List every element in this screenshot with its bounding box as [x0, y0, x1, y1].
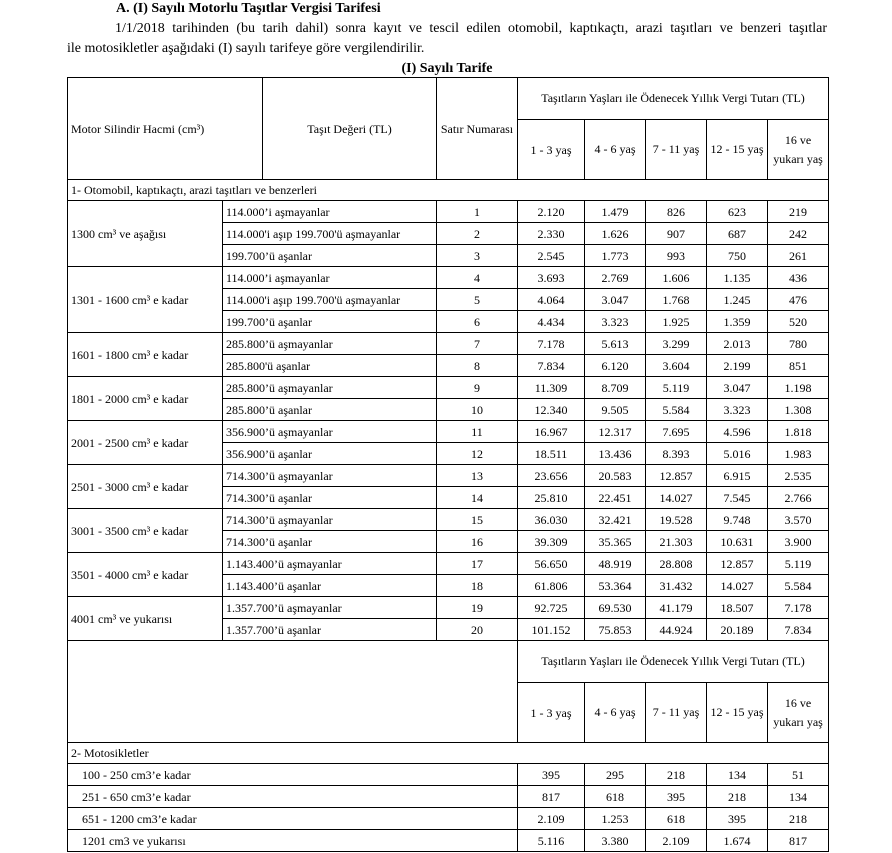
table-row	[68, 333, 829, 355]
tax-amount-cell: 1.768	[646, 289, 707, 311]
tax-amount-cell: 12.857	[646, 465, 707, 487]
tax-amount-cell: 36.030	[518, 509, 585, 531]
document-heading: A. (I) Sayılı Motorlu Taşıtlar Vergisi Tarifesi	[116, 1, 381, 16]
intro-paragraph	[67, 19, 827, 59]
moto-engine-cell: 651 - 1200 cm3’e kadar	[68, 808, 518, 830]
tax-amount-cell: 2.013	[707, 333, 768, 355]
tax-amount-cell: 2.120	[518, 201, 585, 223]
tax-amount-cell: 993	[646, 245, 707, 267]
section-1-label: 1- Otomobil, kaptıkaçtı, arazi taşıtları ve benzerleri	[68, 180, 829, 201]
tax-amount-cell: 32.421	[585, 509, 646, 531]
tax-amount-cell: 6.120	[585, 355, 646, 377]
tax-amount-cell: 9.505	[585, 399, 646, 421]
tax-amount-cell: 261	[768, 245, 829, 267]
row-number-cell: 7	[437, 333, 518, 355]
tax-amount-cell: 23.656	[518, 465, 585, 487]
vehicle-value-cell: 1.357.700’ü aşmayanlar	[223, 597, 437, 619]
tax-amount-cell: 618	[646, 808, 707, 830]
vehicle-value-cell: 285.800’ü aşanlar	[223, 399, 437, 421]
tax-amount-cell: 1.626	[585, 223, 646, 245]
tax-amount-cell: 219	[768, 201, 829, 223]
header-tax-group: Taşıtların Yaşları ile Ödenecek Yıllık Vergi Tutarı (TL)	[518, 78, 829, 120]
tax-amount-cell: 1.674	[707, 830, 768, 852]
vehicle-value-cell: 714.300’ü aşanlar	[223, 487, 437, 509]
tax-amount-cell: 4.596	[707, 421, 768, 443]
tax-amount-cell: 14.027	[646, 487, 707, 509]
tax-amount-cell: 817	[768, 830, 829, 852]
tax-amount-cell: 44.924	[646, 619, 707, 641]
vehicle-value-cell: 114.000’i aşmayanlar	[223, 201, 437, 223]
tax-amount-cell: 16.967	[518, 421, 585, 443]
vehicle-value-cell: 1.143.400’ü aşmayanlar	[223, 553, 437, 575]
section-2-row	[68, 743, 829, 764]
tax-amount-cell: 817	[518, 786, 585, 808]
table-row	[68, 377, 829, 399]
tax-amount-cell: 7.695	[646, 421, 707, 443]
table-row	[68, 267, 829, 289]
tax-amount-cell: 51	[768, 764, 829, 786]
tax-amount-cell: 48.919	[585, 553, 646, 575]
tax-amount-cell: 3.047	[707, 377, 768, 399]
tax-amount-cell: 4.064	[518, 289, 585, 311]
row-number-cell: 14	[437, 487, 518, 509]
vehicle-value-cell: 1.143.400’ü aşanlar	[223, 575, 437, 597]
tax-amount-cell: 5.119	[768, 553, 829, 575]
tax-amount-cell: 3.047	[585, 289, 646, 311]
engine-range-cell: 2501 - 3000 cm³ e kadar	[68, 465, 223, 509]
tariff-table	[67, 77, 829, 852]
tax-amount-cell: 5.119	[646, 377, 707, 399]
engine-range-cell: 2001 - 2500 cm³ e kadar	[68, 421, 223, 465]
engine-range-cell: 1601 - 1800 cm³ e kadar	[68, 333, 223, 377]
vehicle-value-cell: 356.900’ü aşmayanlar	[223, 421, 437, 443]
tax-amount-cell: 8.709	[585, 377, 646, 399]
tax-amount-cell: 1.253	[585, 808, 646, 830]
row-number-cell: 5	[437, 289, 518, 311]
engine-range-cell: 1300 cm³ ve aşağısı	[68, 201, 223, 267]
tax-amount-cell: 7.178	[768, 597, 829, 619]
tax-amount-cell: 20.189	[707, 619, 768, 641]
tax-amount-cell: 2.109	[518, 808, 585, 830]
tax-amount-cell: 7.834	[768, 619, 829, 641]
tax-amount-cell: 1.308	[768, 399, 829, 421]
row-number-cell: 4	[437, 267, 518, 289]
tax-amount-cell: 19.528	[646, 509, 707, 531]
tax-amount-cell: 5.016	[707, 443, 768, 465]
tax-amount-cell: 31.432	[646, 575, 707, 597]
vehicle-value-cell: 356.900’ü aşanlar	[223, 443, 437, 465]
tax-amount-cell: 618	[585, 786, 646, 808]
tax-amount-cell: 242	[768, 223, 829, 245]
moto-header-age-3: 7 - 11 yaş	[646, 683, 707, 743]
tax-amount-cell: 3.693	[518, 267, 585, 289]
tax-amount-cell: 5.584	[646, 399, 707, 421]
table-row	[68, 465, 829, 487]
moto-engine-cell: 251 - 650 cm3’e kadar	[68, 786, 518, 808]
tax-amount-cell: 35.365	[585, 531, 646, 553]
vehicle-value-cell: 285.800’ü aşmayanlar	[223, 377, 437, 399]
tax-amount-cell: 21.303	[646, 531, 707, 553]
tax-amount-cell: 7.545	[707, 487, 768, 509]
tax-amount-cell: 3.323	[585, 311, 646, 333]
table-row	[68, 553, 829, 575]
row-number-cell: 13	[437, 465, 518, 487]
tax-amount-cell: 92.725	[518, 597, 585, 619]
header-age-5: 16 ve yukarı yaş	[768, 120, 829, 180]
table-row	[68, 764, 829, 786]
moto-header-row	[68, 641, 829, 683]
tax-amount-cell: 1.983	[768, 443, 829, 465]
table-row	[68, 786, 829, 808]
row-number-cell: 9	[437, 377, 518, 399]
tax-amount-cell: 395	[646, 786, 707, 808]
tax-amount-cell: 395	[707, 808, 768, 830]
table-row	[68, 808, 829, 830]
tax-amount-cell: 2.109	[646, 830, 707, 852]
vehicle-value-cell: 114.000’i aşmayanlar	[223, 267, 437, 289]
tax-amount-cell: 61.806	[518, 575, 585, 597]
tax-amount-cell: 1.245	[707, 289, 768, 311]
section-2-label: 2- Motosikletler	[68, 743, 829, 764]
header-age-1: 1 - 3 yaş	[518, 120, 585, 180]
tax-amount-cell: 780	[768, 333, 829, 355]
vehicle-value-cell: 114.000'i aşıp 199.700'ü aşmayanlar	[223, 289, 437, 311]
tax-amount-cell: 1.359	[707, 311, 768, 333]
tax-amount-cell: 2.766	[768, 487, 829, 509]
tax-amount-cell: 7.178	[518, 333, 585, 355]
intro-line-2: ile motosikletler aşağıdaki (I) sayılı tarifeye göre vergilendirilir.	[67, 41, 425, 56]
tax-amount-cell: 39.309	[518, 531, 585, 553]
vehicle-value-cell: 1.357.700’ü aşanlar	[223, 619, 437, 641]
moto-header-blank	[68, 641, 518, 743]
tax-amount-cell: 3.323	[707, 399, 768, 421]
tax-amount-cell: 851	[768, 355, 829, 377]
tax-amount-cell: 395	[518, 764, 585, 786]
vehicle-value-cell: 285.800’ü aşmayanlar	[223, 333, 437, 355]
tax-amount-cell: 28.808	[646, 553, 707, 575]
tax-amount-cell: 2.769	[585, 267, 646, 289]
tax-amount-cell: 53.364	[585, 575, 646, 597]
tax-amount-cell: 12.857	[707, 553, 768, 575]
tax-amount-cell: 6.915	[707, 465, 768, 487]
tax-amount-cell: 1.606	[646, 267, 707, 289]
tax-amount-cell: 10.631	[707, 531, 768, 553]
row-number-cell: 16	[437, 531, 518, 553]
tax-amount-cell: 22.451	[585, 487, 646, 509]
row-number-cell: 20	[437, 619, 518, 641]
tax-amount-cell: 41.179	[646, 597, 707, 619]
tax-amount-cell: 1.479	[585, 201, 646, 223]
tax-amount-cell: 11.309	[518, 377, 585, 399]
tax-amount-cell: 25.810	[518, 487, 585, 509]
tax-amount-cell: 20.583	[585, 465, 646, 487]
row-number-cell: 2	[437, 223, 518, 245]
tax-amount-cell: 69.530	[585, 597, 646, 619]
tax-amount-cell: 3.570	[768, 509, 829, 531]
tax-amount-cell: 12.317	[585, 421, 646, 443]
tax-amount-cell: 3.299	[646, 333, 707, 355]
intro-line-1: 1/1/2018 tarihinden (bu tarih dahil) sonra kayıt ve tescil edilen otomobil, kaptıkaçtı, arazi taşıtları ve benzeri taşıtlar	[115, 21, 827, 36]
tax-amount-cell: 101.152	[518, 619, 585, 641]
moto-header-tax-group: Taşıtların Yaşları ile Ödenecek Yıllık Vergi Tutarı (TL)	[518, 641, 829, 683]
engine-range-cell: 1301 - 1600 cm³ e kadar	[68, 267, 223, 333]
tax-amount-cell: 2.199	[707, 355, 768, 377]
tax-amount-cell: 623	[707, 201, 768, 223]
tax-amount-cell: 18.511	[518, 443, 585, 465]
table-row	[68, 201, 829, 223]
tax-amount-cell: 907	[646, 223, 707, 245]
engine-range-cell: 4001 cm³ ve yukarısı	[68, 597, 223, 641]
moto-engine-cell: 100 - 250 cm3’e kadar	[68, 764, 518, 786]
tax-amount-cell: 687	[707, 223, 768, 245]
tax-amount-cell: 134	[768, 786, 829, 808]
tax-amount-cell: 5.584	[768, 575, 829, 597]
table-row	[68, 509, 829, 531]
vehicle-value-cell: 199.700’ü aşanlar	[223, 245, 437, 267]
table-title: (I) Sayılı Tarife	[401, 61, 493, 76]
tax-amount-cell: 750	[707, 245, 768, 267]
row-number-cell: 10	[437, 399, 518, 421]
tax-amount-cell: 218	[646, 764, 707, 786]
row-number-cell: 11	[437, 421, 518, 443]
moto-engine-cell: 1201 cm3 ve yukarısı	[68, 830, 518, 852]
tax-amount-cell: 56.650	[518, 553, 585, 575]
vehicle-value-cell: 199.700’ü aşanlar	[223, 311, 437, 333]
tax-amount-cell: 2.535	[768, 465, 829, 487]
table-row	[68, 421, 829, 443]
tax-amount-cell: 18.507	[707, 597, 768, 619]
tax-amount-cell: 9.748	[707, 509, 768, 531]
tax-amount-cell: 12.340	[518, 399, 585, 421]
tax-amount-cell: 1.135	[707, 267, 768, 289]
tax-amount-cell: 1.773	[585, 245, 646, 267]
tax-amount-cell: 75.853	[585, 619, 646, 641]
tax-amount-cell: 2.330	[518, 223, 585, 245]
tax-amount-cell: 5.116	[518, 830, 585, 852]
tax-amount-cell: 2.545	[518, 245, 585, 267]
table-row	[68, 597, 829, 619]
header-age-4: 12 - 15 yaş	[707, 120, 768, 180]
row-number-cell: 12	[437, 443, 518, 465]
vehicle-value-cell: 114.000'i aşıp 199.700'ü aşmayanlar	[223, 223, 437, 245]
tax-amount-cell: 1.925	[646, 311, 707, 333]
engine-range-cell: 1801 - 2000 cm³ e kadar	[68, 377, 223, 421]
vehicle-value-cell: 714.300’ü aşanlar	[223, 531, 437, 553]
tax-amount-cell: 13.436	[585, 443, 646, 465]
tax-amount-cell: 436	[768, 267, 829, 289]
engine-range-cell: 3501 - 4000 cm³ e kadar	[68, 553, 223, 597]
row-number-cell: 1	[437, 201, 518, 223]
header-age-3: 7 - 11 yaş	[646, 120, 707, 180]
tax-amount-cell: 5.613	[585, 333, 646, 355]
tax-amount-cell: 3.604	[646, 355, 707, 377]
row-number-cell: 8	[437, 355, 518, 377]
tax-amount-cell: 295	[585, 764, 646, 786]
moto-header-age-4: 12 - 15 yaş	[707, 683, 768, 743]
tax-amount-cell: 4.434	[518, 311, 585, 333]
tax-amount-cell: 826	[646, 201, 707, 223]
tax-amount-cell: 7.834	[518, 355, 585, 377]
header-engine: Motor Silindir Hacmi (cm³)	[68, 78, 263, 180]
row-number-cell: 15	[437, 509, 518, 531]
vehicle-value-cell: 714.300’ü aşmayanlar	[223, 509, 437, 531]
header-vehicle-value: Taşıt Değeri (TL)	[263, 78, 437, 180]
tax-amount-cell: 1.198	[768, 377, 829, 399]
row-number-cell: 6	[437, 311, 518, 333]
row-number-cell: 3	[437, 245, 518, 267]
tax-amount-cell: 476	[768, 289, 829, 311]
tax-amount-cell: 1.818	[768, 421, 829, 443]
moto-header-age-2: 4 - 6 yaş	[585, 683, 646, 743]
moto-header-age-5: 16 ve yukarı yaş	[768, 683, 829, 743]
tax-amount-cell: 8.393	[646, 443, 707, 465]
tax-amount-cell: 134	[707, 764, 768, 786]
vehicle-value-cell: 285.800'ü aşanlar	[223, 355, 437, 377]
table-row	[68, 830, 829, 852]
row-number-cell: 19	[437, 597, 518, 619]
tax-amount-cell: 3.380	[585, 830, 646, 852]
tax-amount-cell: 520	[768, 311, 829, 333]
row-number-cell: 18	[437, 575, 518, 597]
tax-amount-cell: 3.900	[768, 531, 829, 553]
tax-amount-cell: 218	[707, 786, 768, 808]
row-number-cell: 17	[437, 553, 518, 575]
header-row-number: Satır Numarası	[437, 78, 518, 180]
tax-amount-cell: 218	[768, 808, 829, 830]
vehicle-value-cell: 714.300’ü aşmayanlar	[223, 465, 437, 487]
tax-amount-cell: 14.027	[707, 575, 768, 597]
moto-header-age-1: 1 - 3 yaş	[518, 683, 585, 743]
engine-range-cell: 3001 - 3500 cm³ e kadar	[68, 509, 223, 553]
header-age-2: 4 - 6 yaş	[585, 120, 646, 180]
